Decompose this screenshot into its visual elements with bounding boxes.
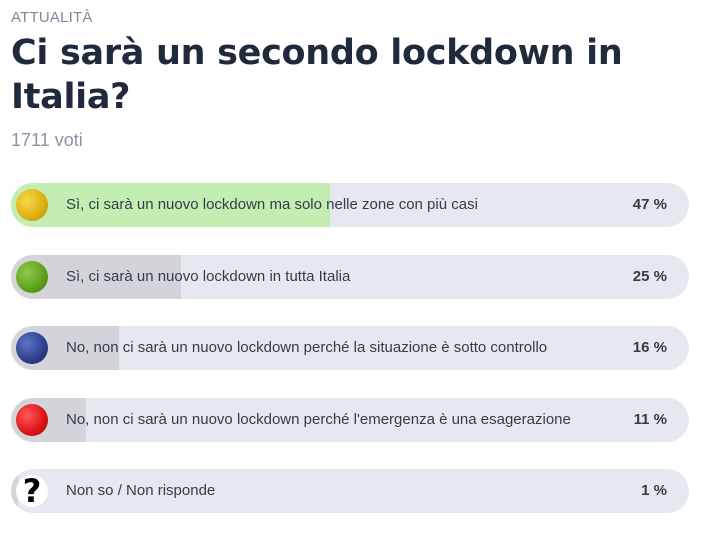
- option-percent: 11 %: [633, 410, 667, 428]
- option-percent: 47 %: [632, 196, 667, 213]
- vote-count: 1711 voti: [11, 130, 83, 150]
- poll-option-4[interactable]: [11, 398, 689, 442]
- question-mark-icon: ?: [16, 475, 48, 507]
- green-dot-icon: [16, 261, 48, 293]
- option-percent: 16 %: [632, 339, 667, 356]
- poll-title: Ci sarà un secondo lockdown in Italia?: [11, 33, 623, 117]
- poll-option-5[interactable]: [11, 469, 689, 513]
- option-label: No, non ci sarà un nuovo lockdown perché la situazione è sotto controllo: [66, 339, 548, 356]
- option-label: Sì, ci sarà un nuovo lockdown ma solo nelle zone con più casi: [66, 196, 478, 213]
- poll-category: ATTUALITÀ: [11, 9, 93, 26]
- poll-option-2[interactable]: [11, 255, 689, 299]
- option-label: Sì, ci sarà un nuovo lockdown in tutta Italia: [66, 267, 351, 285]
- option-percent: 1 %: [641, 482, 667, 499]
- blue-dot-icon: [16, 332, 48, 364]
- option-percent: 25 %: [632, 267, 667, 285]
- option-label: No, non ci sarà un nuovo lockdown perché l'emergenza è una esagerazione: [66, 410, 571, 428]
- poll-header: [11, 9, 691, 151]
- option-label: Non so / Non risponde: [66, 482, 216, 499]
- yellow-dot-icon: [16, 189, 48, 221]
- red-dot-icon: [16, 404, 48, 436]
- poll-option-1[interactable]: [11, 183, 689, 227]
- poll-option-3[interactable]: [11, 326, 689, 370]
- poll-options: [11, 183, 689, 541]
